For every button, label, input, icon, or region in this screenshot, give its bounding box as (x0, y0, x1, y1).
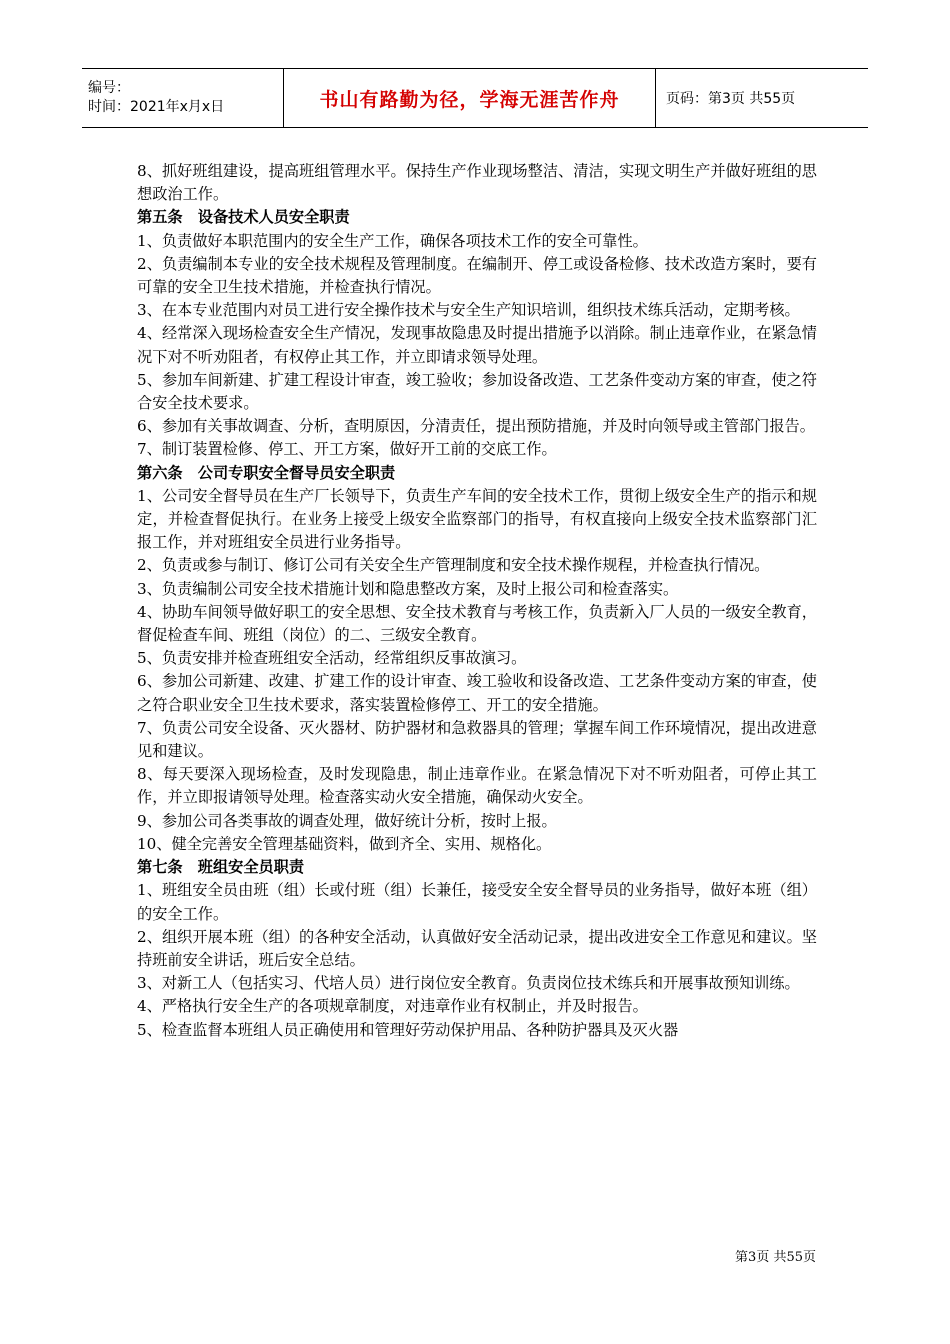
body-paragraph: 1、公司安全督导员在生产厂长领导下，负责生产车间的安全技术工作，贯彻上级安全生产的指示和规定，并检查督促执行。在业务上接受上级安全监察部门的指导，有权直接向上级安全技术监察部门汇报工作，并对班组安全员进行业务指导。 (137, 486, 817, 552)
body-paragraph: 2、负责编制本专业的安全技术规程及管理制度。在编制开、停工或设备检修、技术改造方案时，要有可靠的安全卫生技术措施，并检查执行情况。 (137, 254, 817, 297)
body-paragraph: 4、严格执行安全生产的各项规章制度，对违章作业有权制止，并及时报告。 (137, 997, 648, 1016)
section-heading: 第七条 班组安全员职责 (137, 858, 305, 877)
section-heading: 第五条 设备技术人员安全职责 (137, 208, 350, 227)
page-footer: 第3页 共55页 (735, 1250, 816, 1265)
header-meta (82, 69, 283, 127)
section-heading: 第六条 公司专职安全督导员安全职责 (137, 463, 396, 482)
body-paragraph: 9、参加公司各类事故的调查处理，做好统计分析，按时上报。 (137, 811, 557, 830)
body-paragraph: 7、负责公司安全设备、灭火器材、防护器材和急救器具的管理；掌握车间工作环境情况，提出改进意见和建议。 (137, 718, 817, 761)
document-body (137, 160, 817, 1042)
document-number-label: 编号： (88, 80, 130, 96)
body-paragraph: 8、抓好班组建设，提高班组管理水平。保持生产作业现场整洁、清洁，实现文明生产并做好班组的思想政治工作。 (137, 162, 817, 204)
body-paragraph: 3、在本专业范围内对员工进行安全操作技术与安全生产知识培训，组织技术练兵活动，定期考核。 (137, 301, 800, 320)
page-header (82, 68, 868, 128)
body-paragraph: 7、制订装置检修、停工、开工方案，做好开工前的交底工作。 (137, 440, 557, 459)
header-page-number: 页码：第3页 共55页 (666, 91, 796, 107)
body-paragraph: 1、班组安全员由班（组）长或付班（组）长兼任，接受安全安全督导员的业务指导，做好本班（组）的安全工作。 (137, 881, 817, 923)
body-paragraph: 10、健全完善安全管理基础资料，做到齐全、实用、规格化。 (137, 834, 552, 853)
body-paragraph: 6、参加有关事故调查、分析，查明原因，分清责任，提出预防措施，并及时向领导或主管部门报告。 (137, 417, 815, 436)
body-paragraph: 3、负责编制公司安全技术措施计划和隐患整改方案，及时上报公司和检查落实。 (137, 579, 679, 598)
body-paragraph: 1、负责做好本职范围内的安全生产工作，确保各项技术工作的安全可靠性。 (137, 231, 648, 250)
document-time-label: 时间：2021年x月x日 (88, 99, 225, 115)
body-paragraph: 4、经常深入现场检查安全生产情况，发现事故隐患及时提出措施予以消除。制止违章作业，在紧急情况下对不听劝阻者，有权停止其工作，并立即请求领导处理。 (137, 324, 817, 366)
body-paragraph: 5、检查监督本班组人员正确使用和管理好劳动保护用品、各种防护器具及灭火器 (137, 1020, 679, 1039)
header-motto-cell (283, 69, 656, 127)
body-paragraph: 2、组织开展本班（组）的各种安全活动，认真做好安全活动记录，提出改进安全工作意见和建议。坚持班前安全讲话，班后安全总结。 (137, 927, 817, 969)
body-paragraph: 8、每天要深入现场检查，及时发现隐患，制止违章作业。在紧急情况下对不听劝阻者，可停止其工作，并立即报请领导处理。检查落实动火安全措施，确保动火安全。 (137, 765, 817, 807)
header-motto: 书山有路勤为径，学海无涯苦作舟 (319, 88, 620, 111)
body-paragraph: 2、负责或参与制订、修订公司有关安全生产管理制度和安全技术操作规程，并检查执行情况。 (137, 556, 770, 575)
body-paragraph: 5、负责安排并检查班组安全活动，经常组织反事故演习。 (137, 649, 527, 668)
body-paragraph: 5、参加车间新建、扩建工程设计审查，竣工验收；参加设备改造、工艺条件变动方案的审查，使之符合安全技术要求。 (137, 370, 817, 413)
body-paragraph: 6、参加公司新建、改建、扩建工作的设计审查、竣工验收和设备改造、工艺条件变动方案的审查，使之符合职业安全卫生技术要求，落实装置检修停工、开工的安全措施。 (137, 672, 817, 714)
body-paragraph: 3、对新工人（包括实习、代培人员）进行岗位安全教育。负责岗位技术练兵和开展事故预知训练。 (137, 974, 800, 993)
header-page-cell (656, 69, 868, 127)
body-paragraph: 4、协助车间领导做好职工的安全思想、安全技术教育与考核工作，负责新入厂人员的一级安全教育，督促检查车间、班组（岗位）的二、三级安全教育。 (137, 602, 817, 645)
